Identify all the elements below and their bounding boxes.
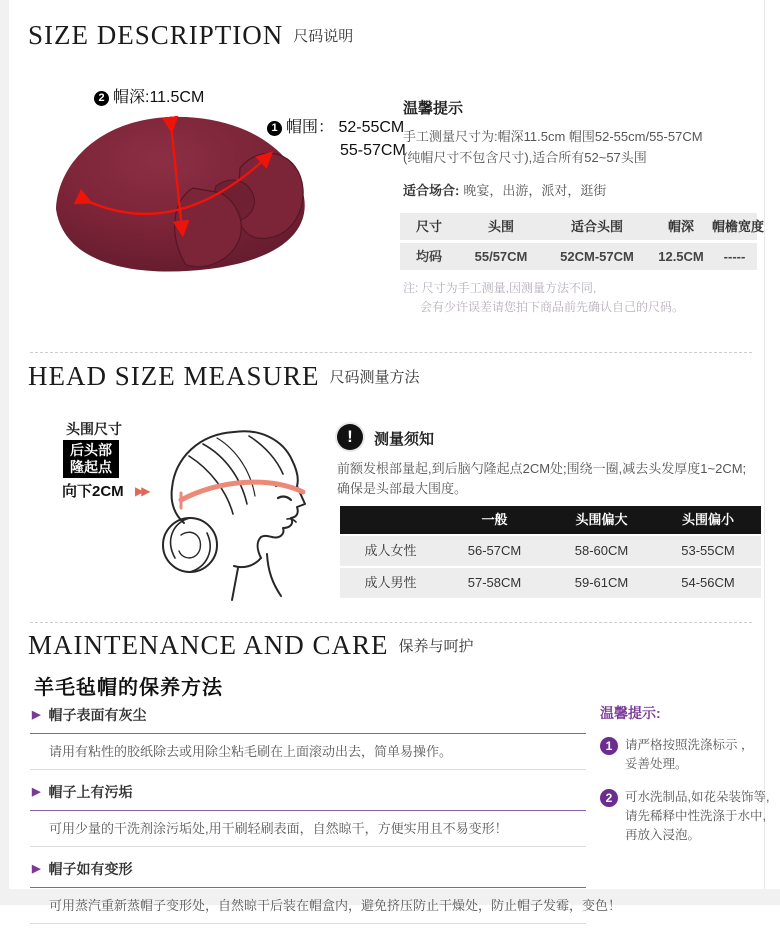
head-size-table-header: [340, 506, 441, 534]
head-size-table-cell: 59-61CM: [548, 568, 655, 598]
down-2cm-label: 向下2CM: [62, 483, 124, 500]
care-item-heading-text: 帽子表面有灰尘: [48, 707, 147, 723]
head-size-label: 头围尺寸: [66, 421, 122, 437]
occiput-point-line1: 后头部: [70, 442, 112, 458]
size-table-header: 尺寸: [400, 213, 458, 240]
care-item-heading: [30, 859, 586, 888]
product-description-panel: [9, 0, 770, 913]
care-item-body: 可用少量的干洗剂涂污垢处,用干刷轻刷表面，自然晾干，方便实用且不易变形！: [30, 811, 586, 847]
care-warm-tips-title: 温馨提示:: [600, 705, 661, 721]
double-arrow-icon: ▶▶: [135, 484, 148, 498]
measure-notice-paragraph: [337, 459, 746, 499]
tip-number-badge: 2: [600, 789, 618, 807]
care-item-heading-text: 帽子如有变形: [48, 861, 133, 877]
occiput-point-label: [63, 440, 119, 478]
head-size-table-cell: 53-55CM: [655, 536, 761, 566]
care-item-heading: [30, 782, 586, 811]
head-size-table-cell: 成人男性: [340, 568, 441, 598]
section-care-title-en: MAINTENANCE AND CARE: [28, 630, 389, 660]
head-size-table-header: 一般: [441, 506, 548, 534]
tip-number-badge: 1: [600, 737, 618, 755]
care-list: [30, 705, 622, 936]
head-size-table-cell: 58-60CM: [548, 536, 655, 566]
section-measure-title: [28, 361, 420, 392]
measurement-note-line1: 手工测量尺寸为:帽深11.5cm 帽围52-55cm/55-57CM: [403, 129, 703, 144]
size-table-header: 适合头围: [544, 213, 650, 240]
measurement-note-line2: (纯帽尺寸不包含尺寸),适合所有52~57头围: [403, 150, 647, 165]
section-size-title-en: SIZE DESCRIPTION: [28, 20, 284, 50]
care-item-heading-text: 帽子上有污垢: [48, 784, 133, 800]
care-tip: [600, 736, 768, 774]
size-table-cell: 12.5CM: [650, 243, 712, 270]
occiput-point-line2: 隆起点: [70, 459, 112, 475]
care-item: [30, 859, 622, 924]
head-size-table-cell: 成人女性: [340, 536, 441, 566]
care-tip-line: 请先稀释中性洗涤于水中,: [625, 809, 766, 823]
occasion-label: 适合场合:: [403, 183, 460, 198]
care-warm-tips: [600, 703, 768, 859]
section-measure-title-cn: 尺码测量方法: [329, 369, 420, 386]
measure-notice-line2: 确保是头部最大围度。: [337, 481, 468, 496]
head-profile-illustration: [137, 416, 345, 612]
measure-notice-title: 测量须知: [374, 431, 435, 448]
size-table-header: 帽深: [650, 213, 712, 240]
hat-circumference-line1: 帽围： 52-55CM: [286, 119, 405, 136]
head-size-table-header: 头围偏大: [548, 506, 655, 534]
measure-notice-line1: 前额发根部量起,到后脑勺隆起点2CM处;围绕一圈,减去头发厚度1~2CM;: [337, 461, 747, 476]
care-tip: [600, 788, 768, 845]
care-item: [30, 782, 586, 847]
care-tip-line: 请严格按照洗涤标示 ，: [625, 738, 754, 752]
care-item-body: 可用蒸汽重新蒸帽子变形处，自然晾干后装在帽盒内，避免挤压防止干燥处，防止帽子发霉，变色！: [30, 888, 586, 924]
exclamation-icon: !: [337, 424, 363, 450]
size-table-cell: 52CM-57CM: [544, 243, 650, 270]
care-tip-text: [625, 736, 753, 774]
size-table-cell: 55/57CM: [458, 243, 544, 270]
care-item-heading: [30, 705, 586, 734]
size-disclaimer: [403, 279, 684, 317]
triangle-bullet-icon: ▶: [32, 785, 41, 798]
care-subtitle: 羊毛毡帽的保养方法: [34, 677, 223, 699]
triangle-bullet-icon: ▶: [32, 862, 41, 875]
size-table-header: 头围: [458, 213, 544, 240]
triangle-bullet-icon: ▶: [32, 708, 41, 721]
care-item-body: 请用有粘性的胶纸除去或用除尘粘毛刷在上面滚动出去，简单易操作。: [30, 734, 586, 770]
head-size-table: [340, 506, 761, 598]
care-tip-line: 妥善处理。: [625, 757, 688, 771]
section-divider: [30, 352, 752, 353]
section-size-title-cn: 尺码说明: [293, 28, 354, 45]
hat-depth-text: 帽深:11.5CM: [113, 89, 205, 106]
measurement-note-paragraph: [403, 126, 703, 168]
marker-1-icon: 1: [267, 121, 282, 136]
size-table-cell: -----: [712, 243, 757, 270]
page-left-margin: [0, 0, 9, 890]
size-table-cell: 均码: [400, 243, 458, 270]
size-table: [400, 213, 765, 270]
hat-depth-annotation: [94, 84, 204, 107]
care-tip-text: [625, 788, 769, 845]
size-table-header: 帽檐宽度: [712, 213, 757, 240]
size-disclaimer-line2: 会有少许误差请您拍下商品前先确认自己的尺码。: [420, 300, 685, 314]
section-care-title-cn: 保养与呵护: [398, 638, 474, 655]
hat-circumference-line2: 55-57CM: [340, 142, 406, 159]
care-tip-line: 可水洗制品,如花朵装饰等,: [625, 790, 770, 804]
care-item: [30, 705, 586, 770]
marker-2-icon: 2: [94, 91, 109, 106]
head-size-table-cell: 56-57CM: [441, 536, 548, 566]
section-divider: [30, 622, 752, 623]
head-size-table-header: 头围偏小: [655, 506, 761, 534]
occasion-line: [403, 180, 606, 199]
head-size-table-cell: 57-58CM: [441, 568, 548, 598]
section-size-title: [28, 20, 353, 51]
hat-circumference-annotation: [267, 116, 406, 162]
size-disclaimer-line1: 注: 尺寸为手工测量,因测量方法不同,: [403, 281, 597, 295]
head-size-table-cell: 54-56CM: [655, 568, 761, 598]
care-tip-line: 再放入浸泡。: [625, 828, 701, 842]
warm-tips-title: 温馨提示: [403, 100, 464, 117]
section-care-title: [28, 630, 474, 661]
section-measure-title-en: HEAD SIZE MEASURE: [28, 361, 320, 391]
occasion-text: 晚宴，出游，派对，逛街: [463, 183, 607, 198]
